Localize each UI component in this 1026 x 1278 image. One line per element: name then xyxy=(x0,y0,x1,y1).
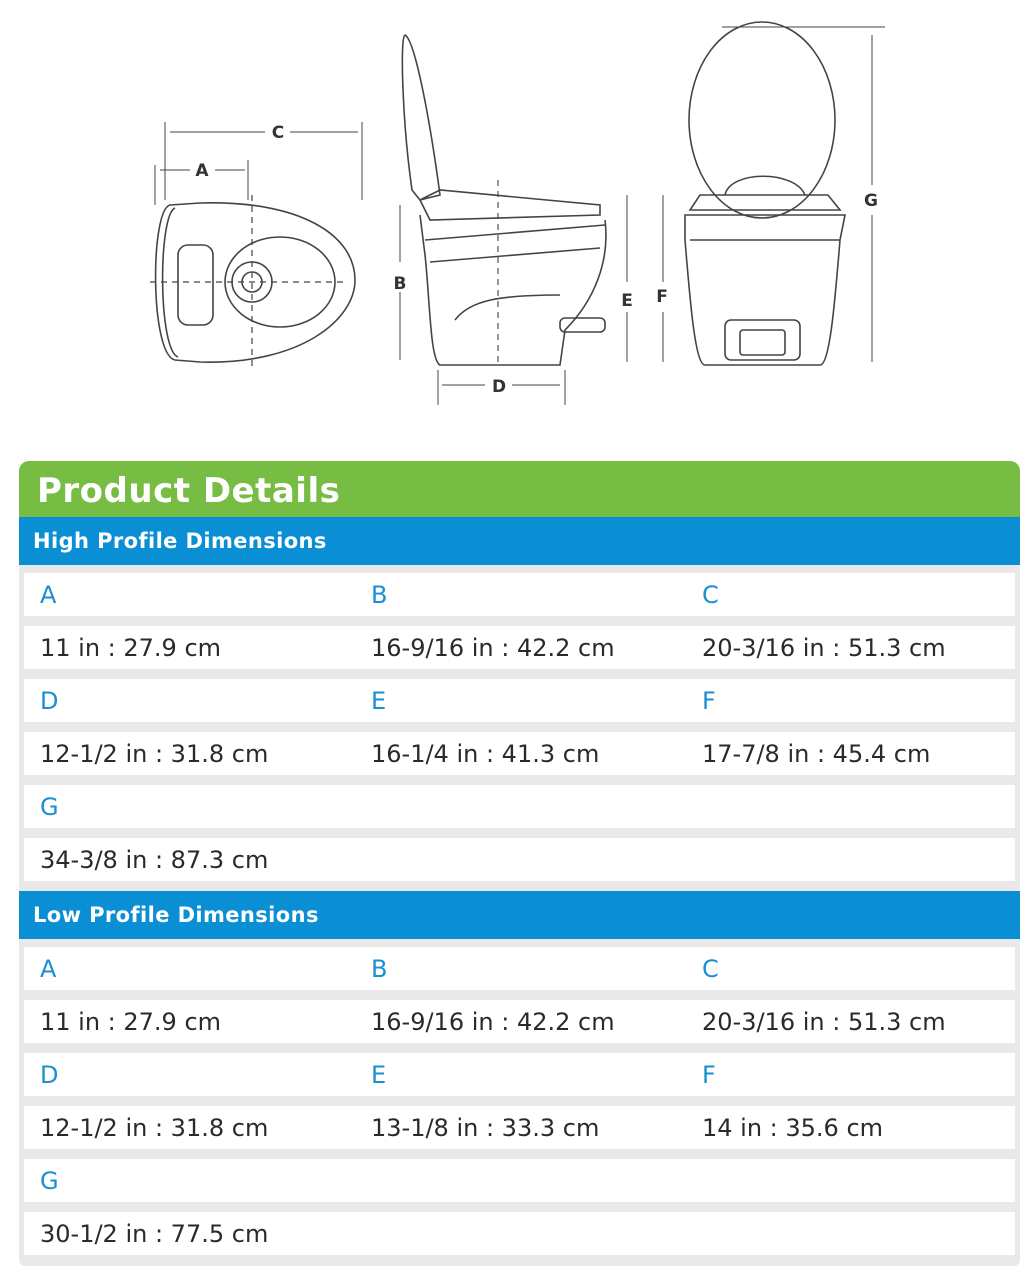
table-row xyxy=(24,1000,1015,1043)
table-row xyxy=(24,785,1015,828)
dimension-letter: G xyxy=(40,792,59,821)
dimension-value: 34-3/8 in : 87.3 cm xyxy=(40,845,269,874)
dimension-letter: A xyxy=(40,580,57,609)
dimension-value: 16-1/4 in : 41.3 cm xyxy=(371,739,600,768)
high-profile-header: High Profile Dimensions xyxy=(19,517,1020,565)
table-row xyxy=(24,573,1015,616)
high-profile-table xyxy=(19,565,1020,881)
dimension-letter: B xyxy=(371,580,388,609)
table-row xyxy=(24,1106,1015,1149)
table-row xyxy=(24,838,1015,881)
dimension-value: 20-3/16 in : 51.3 cm xyxy=(702,633,946,662)
dimension-letter: G xyxy=(40,1166,59,1195)
toilet-dimension-diagram xyxy=(0,0,1026,450)
low-profile-header: Low Profile Dimensions xyxy=(19,891,1020,939)
dimension-value: 20-3/16 in : 51.3 cm xyxy=(702,1007,946,1036)
dimension-letter: E xyxy=(371,1060,387,1089)
product-details-panel xyxy=(19,461,1020,1266)
dim-label-b: B xyxy=(393,274,407,294)
low-profile-table xyxy=(19,939,1020,1255)
dimension-letter: D xyxy=(40,1060,59,1089)
dimension-value: 11 in : 27.9 cm xyxy=(40,1007,222,1036)
dimension-letter: F xyxy=(702,686,716,715)
dimension-letter: C xyxy=(702,580,719,609)
dimension-letter: A xyxy=(40,954,57,983)
table-row xyxy=(24,1212,1015,1255)
dimension-value: 16-9/16 in : 42.2 cm xyxy=(371,633,615,662)
product-details-title: Product Details xyxy=(19,461,1020,517)
dim-label-e: E xyxy=(621,291,633,311)
dimension-value: 17-7/8 in : 45.4 cm xyxy=(702,739,931,768)
dim-label-d: D xyxy=(491,377,507,397)
dimension-value: 13-1/8 in : 33.3 cm xyxy=(371,1113,600,1142)
dimension-letter: E xyxy=(371,686,387,715)
dimension-letter: F xyxy=(702,1060,716,1089)
dimension-value: 30-1/2 in : 77.5 cm xyxy=(40,1219,269,1248)
dimension-value: 16-9/16 in : 42.2 cm xyxy=(371,1007,615,1036)
dim-label-g: G xyxy=(864,191,878,211)
dimension-value: 12-1/2 in : 31.8 cm xyxy=(40,1113,269,1142)
table-row xyxy=(24,1053,1015,1096)
dim-label-f: F xyxy=(656,287,668,307)
dimension-letter: C xyxy=(702,954,719,983)
dimension-value: 12-1/2 in : 31.8 cm xyxy=(40,739,269,768)
dimension-value: 14 in : 35.6 cm xyxy=(702,1113,884,1142)
table-row xyxy=(24,626,1015,669)
dimension-letter: B xyxy=(371,954,388,983)
dim-label-c: C xyxy=(271,123,285,143)
table-row xyxy=(24,1159,1015,1202)
table-row xyxy=(24,732,1015,775)
dimension-letter: D xyxy=(40,686,59,715)
dim-label-a: A xyxy=(195,161,209,181)
dimension-value: 11 in : 27.9 cm xyxy=(40,633,222,662)
table-row xyxy=(24,947,1015,990)
table-row xyxy=(24,679,1015,722)
